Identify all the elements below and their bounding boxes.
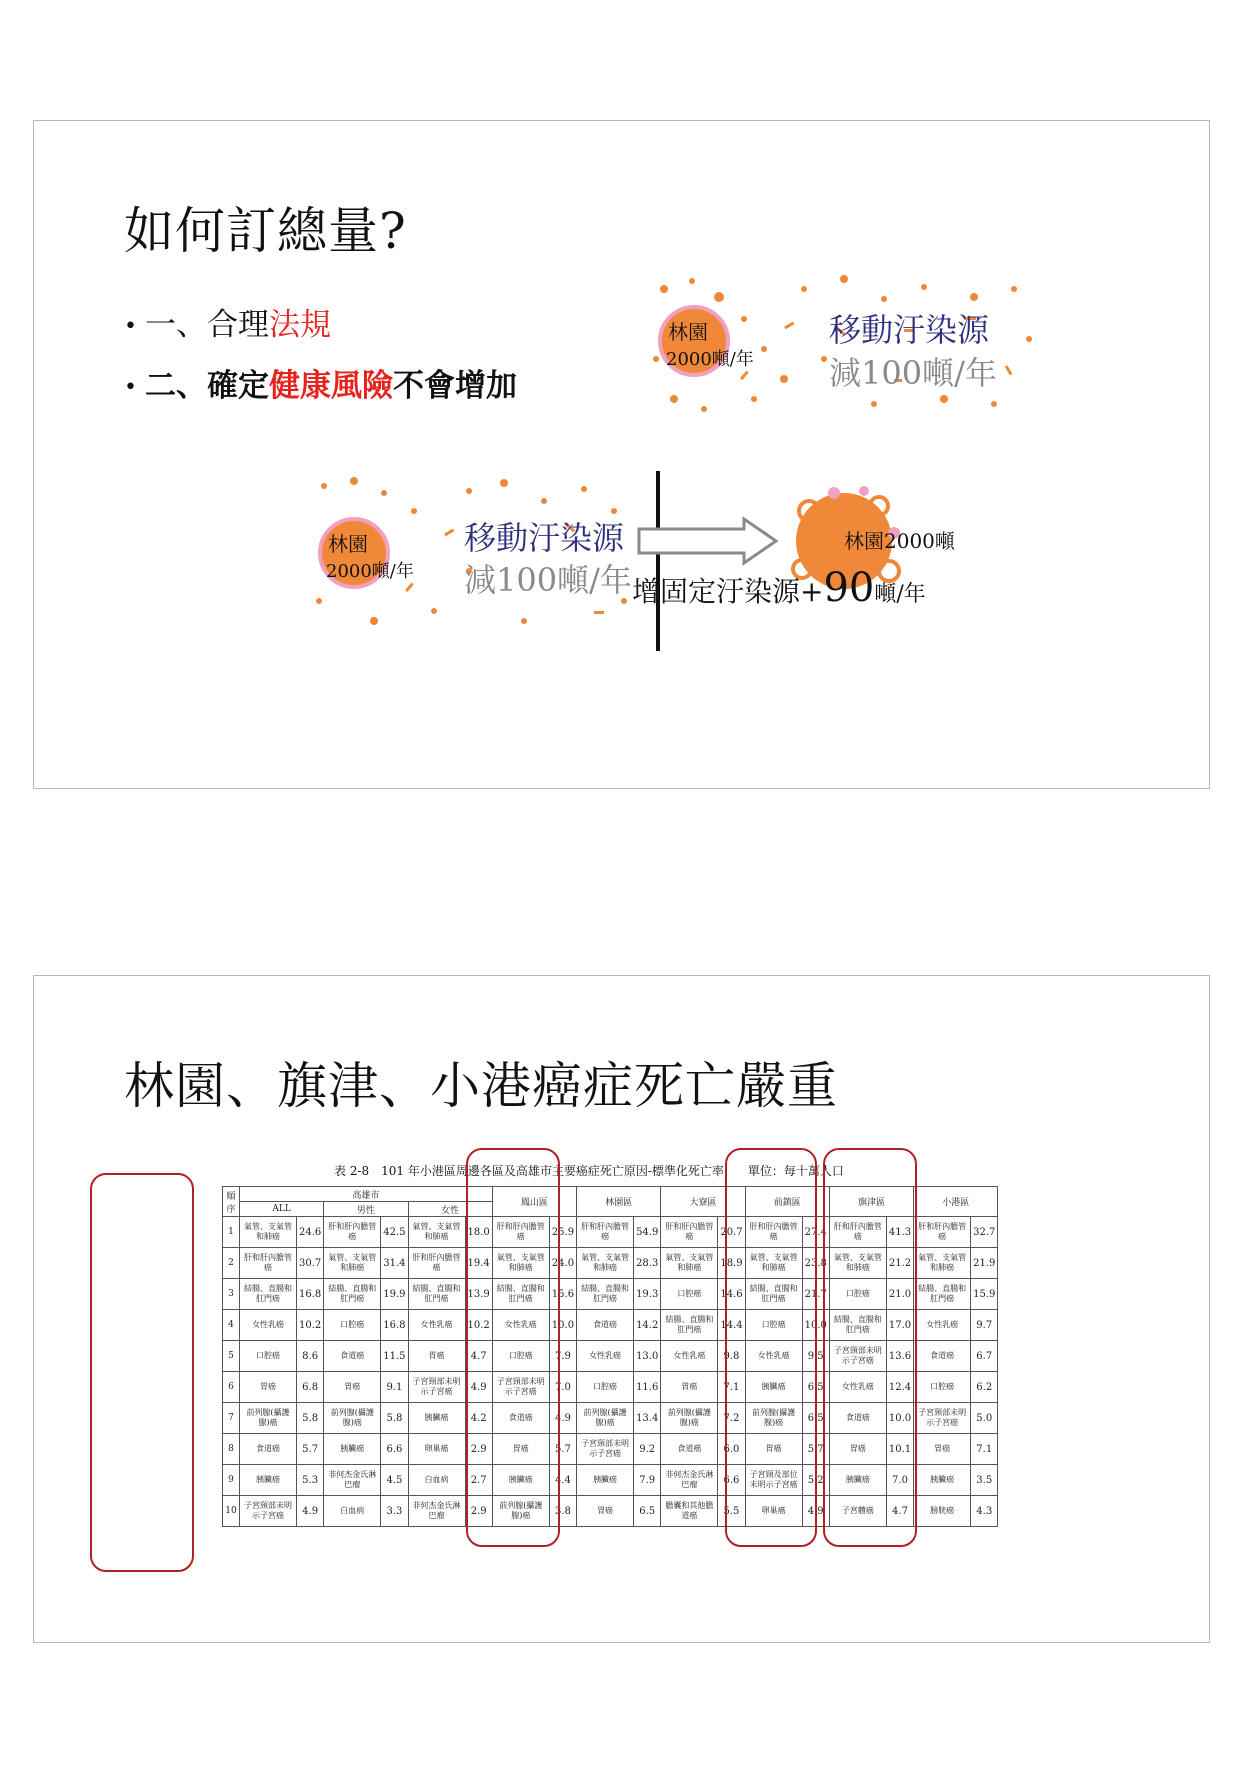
col-header-4: 林園區 bbox=[577, 1187, 661, 1217]
fixed-source-add: 增固定汙染源+90噸/年 bbox=[632, 565, 926, 611]
cause-cell: 胰臟癌 bbox=[324, 1434, 381, 1465]
rate-cell: 21.9 bbox=[971, 1248, 998, 1279]
cause-cell: 結腸、直腸和肛門癌 bbox=[914, 1279, 971, 1310]
rate-cell: 9.7 bbox=[971, 1310, 998, 1341]
col-header-2: 女性 bbox=[408, 1202, 492, 1217]
rank-cell: 1 bbox=[223, 1217, 240, 1248]
rate-cell: 6.6 bbox=[718, 1465, 745, 1496]
rate-cell: 4.9 bbox=[549, 1403, 576, 1434]
cause-cell: 胃癌 bbox=[240, 1372, 297, 1403]
rate-cell: 7.0 bbox=[886, 1465, 913, 1496]
bullet-dot-icon: • bbox=[124, 314, 137, 339]
cause-cell: 食道癌 bbox=[240, 1434, 297, 1465]
rate-cell: 24.6 bbox=[297, 1217, 324, 1248]
rate-cell: 5.7 bbox=[549, 1434, 576, 1465]
cause-cell: 卵巢癌 bbox=[745, 1496, 802, 1527]
cause-cell: 女性乳癌 bbox=[914, 1310, 971, 1341]
cause-cell: 結腸、直腸和肛門癌 bbox=[829, 1310, 886, 1341]
rate-cell: 5.0 bbox=[971, 1403, 998, 1434]
rate-cell: 5.8 bbox=[297, 1403, 324, 1434]
cause-cell: 胃癌 bbox=[661, 1372, 718, 1403]
cause-cell: 胰臟癌 bbox=[914, 1465, 971, 1496]
cause-cell: 肝和肝內膽管癌 bbox=[829, 1217, 886, 1248]
cause-cell: 肝和肝內膽管癌 bbox=[577, 1217, 634, 1248]
rate-cell: 5.2 bbox=[802, 1465, 829, 1496]
rate-cell: 6.8 bbox=[297, 1372, 324, 1403]
cause-cell: 女性乳癌 bbox=[661, 1341, 718, 1372]
rate-cell: 6.5 bbox=[802, 1403, 829, 1434]
rate-cell: 3.5 bbox=[971, 1465, 998, 1496]
rate-cell: 15.6 bbox=[549, 1279, 576, 1310]
cause-cell: 氣管、支氣管和肺癌 bbox=[829, 1248, 886, 1279]
rank-cell: 6 bbox=[223, 1372, 240, 1403]
cause-cell: 口腔癌 bbox=[240, 1341, 297, 1372]
rate-cell: 19.4 bbox=[465, 1248, 492, 1279]
rate-cell: 10.2 bbox=[297, 1310, 324, 1341]
highlight-box-cianjhen-cijin bbox=[725, 1148, 817, 1547]
rate-cell: 9.5 bbox=[802, 1341, 829, 1372]
group-header: 高雄市 bbox=[240, 1187, 493, 1202]
cause-cell: 胰臟癌 bbox=[408, 1403, 465, 1434]
rate-cell: 13.9 bbox=[465, 1279, 492, 1310]
bullet-1-highlight: 法規 bbox=[268, 307, 331, 343]
bullet-dot-icon: • bbox=[124, 375, 137, 400]
rate-cell: 54.9 bbox=[634, 1217, 661, 1248]
slide-1 bbox=[33, 120, 1210, 789]
cause-cell: 食道癌 bbox=[324, 1341, 381, 1372]
cause-cell: 氣管、支氣管和肺癌 bbox=[914, 1248, 971, 1279]
rate-cell: 5.7 bbox=[802, 1434, 829, 1465]
result-label: 林園2000噸 bbox=[844, 529, 955, 553]
cause-cell: 食道癌 bbox=[577, 1310, 634, 1341]
rate-cell: 6.2 bbox=[971, 1372, 998, 1403]
rate-cell: 18.9 bbox=[718, 1248, 745, 1279]
rate-cell: 16.8 bbox=[297, 1279, 324, 1310]
cause-cell: 子宮頸及部位未明示子宮癌 bbox=[745, 1465, 802, 1496]
rate-cell: 28.3 bbox=[634, 1248, 661, 1279]
rate-cell: 41.3 bbox=[886, 1217, 913, 1248]
cause-cell: 子宮頸部未明示子宮癌 bbox=[492, 1372, 549, 1403]
cause-cell: 口腔癌 bbox=[661, 1279, 718, 1310]
rate-cell: 14.6 bbox=[718, 1279, 745, 1310]
rate-cell: 7.1 bbox=[718, 1372, 745, 1403]
cause-cell: 食道癌 bbox=[492, 1403, 549, 1434]
cause-cell: 胰臟癌 bbox=[240, 1465, 297, 1496]
cause-cell: 食道癌 bbox=[661, 1434, 718, 1465]
cause-cell: 胃癌 bbox=[745, 1434, 802, 1465]
rate-cell: 7.2 bbox=[718, 1403, 745, 1434]
rate-cell: 5.8 bbox=[381, 1403, 408, 1434]
rate-cell: 3.3 bbox=[381, 1496, 408, 1527]
cause-cell: 子宮頸部未明示子宮癌 bbox=[914, 1403, 971, 1434]
rate-cell: 21.0 bbox=[886, 1279, 913, 1310]
col-header-1: 男性 bbox=[324, 1202, 408, 1217]
bullet-item-1 bbox=[124, 299, 517, 344]
rate-cell: 10.1 bbox=[886, 1434, 913, 1465]
rate-cell: 5.7 bbox=[297, 1434, 324, 1465]
cause-cell: 胃癌 bbox=[914, 1434, 971, 1465]
mobile-source-reduce: 減100噸/年 bbox=[464, 561, 632, 599]
rate-cell: 27.4 bbox=[802, 1217, 829, 1248]
rate-cell: 4.7 bbox=[465, 1341, 492, 1372]
cause-cell: 胰臟癌 bbox=[492, 1465, 549, 1496]
col-header-0: ALL bbox=[240, 1202, 324, 1217]
col-header-5: 大寮區 bbox=[661, 1187, 745, 1217]
cause-cell: 胃癌 bbox=[829, 1434, 886, 1465]
cause-cell: 胰臟癌 bbox=[829, 1465, 886, 1496]
rate-cell: 12.4 bbox=[886, 1372, 913, 1403]
rate-cell: 42.5 bbox=[381, 1217, 408, 1248]
cause-cell: 非何杰金氏淋巴瘤 bbox=[324, 1465, 381, 1496]
cause-cell: 前列腺(攝護腺)癌 bbox=[577, 1403, 634, 1434]
bullet-2-highlight: 健康風險 bbox=[268, 368, 393, 404]
rate-cell: 13.4 bbox=[634, 1403, 661, 1434]
cause-cell: 卵巢癌 bbox=[408, 1434, 465, 1465]
cause-cell: 氣管、支氣管和肺癌 bbox=[324, 1248, 381, 1279]
rate-cell: 4.9 bbox=[465, 1372, 492, 1403]
cause-cell: 結腸、直腸和肛門癌 bbox=[408, 1279, 465, 1310]
cause-cell: 膽囊和其他膽道癌 bbox=[661, 1496, 718, 1527]
rate-cell: 16.8 bbox=[381, 1310, 408, 1341]
table-caption: 表 2-8 101 年小港區周邊各區及高雄市主要癌症死亡原因-標準化死亡率 單位：每十萬人口 bbox=[334, 1164, 844, 1178]
cause-cell: 結腸、直腸和肛門癌 bbox=[324, 1279, 381, 1310]
rate-cell: 31.4 bbox=[381, 1248, 408, 1279]
bullet-2-text: 二、確定 bbox=[144, 368, 269, 404]
cause-cell: 氣管、支氣管和肺癌 bbox=[408, 1217, 465, 1248]
rate-cell: 25.9 bbox=[549, 1217, 576, 1248]
bullet-2-suffix: 不會增加 bbox=[392, 368, 517, 404]
rate-cell: 6.7 bbox=[971, 1341, 998, 1372]
cause-cell: 子宮頸部未明示子宮癌 bbox=[408, 1372, 465, 1403]
rate-cell: 17.0 bbox=[886, 1310, 913, 1341]
slide-2-title: 林園、旗津、小港癌症死亡嚴重 bbox=[124, 1057, 838, 1115]
rate-cell: 7.9 bbox=[634, 1465, 661, 1496]
rank-cell: 10 bbox=[223, 1496, 240, 1527]
cause-cell: 女性乳癌 bbox=[492, 1310, 549, 1341]
rank-cell: 5 bbox=[223, 1341, 240, 1372]
rank-cell: 9 bbox=[223, 1465, 240, 1496]
diagram-top bbox=[644, 269, 1044, 419]
cause-cell: 食道癌 bbox=[829, 1403, 886, 1434]
rate-cell: 8.6 bbox=[297, 1341, 324, 1372]
rank-cell: 3 bbox=[223, 1279, 240, 1310]
mobile-source-label: 移動汙染源 bbox=[464, 519, 625, 557]
rate-cell: 7.1 bbox=[971, 1434, 998, 1465]
cause-cell: 結腸、直腸和肛門癌 bbox=[661, 1310, 718, 1341]
mobile-source-label: 移動汙染源 bbox=[829, 311, 990, 349]
rate-cell: 32.7 bbox=[971, 1217, 998, 1248]
cause-cell: 肝和肝內膽管癌 bbox=[240, 1248, 297, 1279]
slide-2 bbox=[33, 975, 1210, 1643]
cause-cell: 胃癌 bbox=[492, 1434, 549, 1465]
rate-cell: 18.0 bbox=[465, 1217, 492, 1248]
plant-name: 林園 bbox=[668, 320, 708, 344]
cause-cell: 非何杰金氏淋巴瘤 bbox=[661, 1465, 718, 1496]
cause-cell: 口腔癌 bbox=[492, 1341, 549, 1372]
rate-cell: 13.0 bbox=[634, 1341, 661, 1372]
cause-cell: 女性乳癌 bbox=[240, 1310, 297, 1341]
rate-cell: 4.9 bbox=[297, 1496, 324, 1527]
cause-cell: 胰臟癌 bbox=[745, 1372, 802, 1403]
cause-cell: 口腔癌 bbox=[745, 1310, 802, 1341]
rate-cell: 6.5 bbox=[634, 1496, 661, 1527]
cause-cell: 氣管、支氣管和肺癌 bbox=[577, 1248, 634, 1279]
cause-cell: 胃癌 bbox=[577, 1496, 634, 1527]
rate-cell: 4.2 bbox=[465, 1403, 492, 1434]
rate-cell: 11.5 bbox=[381, 1341, 408, 1372]
rank-cell: 2 bbox=[223, 1248, 240, 1279]
rate-cell: 10.2 bbox=[465, 1310, 492, 1341]
cause-cell: 胃癌 bbox=[408, 1341, 465, 1372]
rate-cell: 2.7 bbox=[465, 1465, 492, 1496]
cause-cell: 肝和肝內膽管癌 bbox=[914, 1217, 971, 1248]
cause-cell: 口腔癌 bbox=[577, 1372, 634, 1403]
mobile-source-reduce: 減100噸/年 bbox=[829, 354, 997, 392]
rate-cell: 9.8 bbox=[718, 1341, 745, 1372]
cause-cell: 結腸、直腸和肛門癌 bbox=[240, 1279, 297, 1310]
cause-cell: 氣管、支氣管和肺癌 bbox=[492, 1248, 549, 1279]
plant-rate: 2000噸/年 bbox=[326, 561, 414, 582]
cause-cell: 氣管、支氣管和肺癌 bbox=[745, 1248, 802, 1279]
rate-cell: 4.9 bbox=[802, 1496, 829, 1527]
slide-1-title: 如何訂總量? bbox=[124, 202, 407, 260]
highlight-box-siaogang bbox=[823, 1148, 917, 1547]
rank-header: 順序 bbox=[223, 1187, 240, 1217]
cause-cell: 前列腺(攝護腺)癌 bbox=[324, 1403, 381, 1434]
rate-cell: 2.9 bbox=[465, 1434, 492, 1465]
cause-cell: 子宮頸部未明示子宮癌 bbox=[240, 1496, 297, 1527]
rate-cell: 30.7 bbox=[297, 1248, 324, 1279]
cause-cell: 口腔癌 bbox=[829, 1279, 886, 1310]
rate-cell: 10.0 bbox=[549, 1310, 576, 1341]
rate-cell: 7.9 bbox=[549, 1341, 576, 1372]
rate-cell: 4.7 bbox=[886, 1496, 913, 1527]
cause-cell: 非何杰金氏淋巴瘤 bbox=[408, 1496, 465, 1527]
cause-cell: 白血病 bbox=[324, 1496, 381, 1527]
cause-cell: 女性乳癌 bbox=[829, 1372, 886, 1403]
rank-cell: 8 bbox=[223, 1434, 240, 1465]
cause-cell: 女性乳癌 bbox=[408, 1310, 465, 1341]
cause-cell: 胰臟癌 bbox=[577, 1465, 634, 1496]
bullet-1-text: 一、合理 bbox=[144, 307, 269, 343]
rate-cell: 24.0 bbox=[549, 1248, 576, 1279]
rate-cell: 4.3 bbox=[971, 1496, 998, 1527]
rate-cell: 4.5 bbox=[381, 1465, 408, 1496]
cause-cell: 前列腺(攝護腺)癌 bbox=[745, 1403, 802, 1434]
cause-cell: 口腔癌 bbox=[914, 1372, 971, 1403]
cause-cell: 結腸、直腸和肛門癌 bbox=[745, 1279, 802, 1310]
cause-cell: 膀胱癌 bbox=[914, 1496, 971, 1527]
rate-cell: 19.9 bbox=[381, 1279, 408, 1310]
cause-cell: 口腔癌 bbox=[324, 1310, 381, 1341]
cause-cell: 結腸、直腸和肛門癌 bbox=[492, 1279, 549, 1310]
cause-cell: 白血病 bbox=[408, 1465, 465, 1496]
cause-cell: 食道癌 bbox=[914, 1341, 971, 1372]
rate-cell: 6.6 bbox=[381, 1434, 408, 1465]
rate-cell: 23.8 bbox=[802, 1248, 829, 1279]
cause-cell: 子宮頸部未明示子宮癌 bbox=[829, 1341, 886, 1372]
rate-cell: 19.3 bbox=[634, 1279, 661, 1310]
rate-cell: 4.4 bbox=[549, 1465, 576, 1496]
cause-cell: 氣管、支氣管和肺癌 bbox=[240, 1217, 297, 1248]
rate-cell: 20.7 bbox=[718, 1217, 745, 1248]
rate-cell: 10.0 bbox=[886, 1403, 913, 1434]
rate-cell: 6.5 bbox=[802, 1372, 829, 1403]
rate-cell: 10.0 bbox=[802, 1310, 829, 1341]
col-header-3: 鳳山區 bbox=[492, 1187, 576, 1217]
cause-cell: 子宮頸部未明示子宮癌 bbox=[577, 1434, 634, 1465]
rate-cell: 14.4 bbox=[718, 1310, 745, 1341]
diagram-bottom bbox=[314, 471, 1054, 651]
rate-cell: 3.8 bbox=[549, 1496, 576, 1527]
col-header-8: 小港區 bbox=[914, 1187, 998, 1217]
cause-cell: 前列腺(攝護腺)癌 bbox=[240, 1403, 297, 1434]
rate-cell: 15.9 bbox=[971, 1279, 998, 1310]
rate-cell: 9.1 bbox=[381, 1372, 408, 1403]
rate-cell: 13.6 bbox=[886, 1341, 913, 1372]
rate-cell: 7.0 bbox=[549, 1372, 576, 1403]
rate-cell: 9.2 bbox=[634, 1434, 661, 1465]
rate-cell: 14.2 bbox=[634, 1310, 661, 1341]
cause-cell: 結腸、直腸和肛門癌 bbox=[577, 1279, 634, 1310]
rank-cell: 4 bbox=[223, 1310, 240, 1341]
cause-cell: 肝和肝內膽管癌 bbox=[745, 1217, 802, 1248]
col-header-7: 旗津區 bbox=[829, 1187, 913, 1217]
col-header-6: 前鎮區 bbox=[745, 1187, 829, 1217]
plant-rate: 2000噸/年 bbox=[666, 349, 754, 370]
highlight-box-fengshan bbox=[466, 1148, 560, 1547]
rate-cell: 21.2 bbox=[886, 1248, 913, 1279]
bullet-item-2 bbox=[124, 360, 517, 405]
rank-cell: 7 bbox=[223, 1403, 240, 1434]
cause-cell: 肝和肝內膽管癌 bbox=[324, 1217, 381, 1248]
rate-cell: 11.6 bbox=[634, 1372, 661, 1403]
plant-name: 林園 bbox=[328, 532, 368, 556]
highlight-box-empty bbox=[90, 1173, 194, 1572]
rate-cell: 5.5 bbox=[718, 1496, 745, 1527]
cause-cell: 肝和肝內膽管癌 bbox=[661, 1217, 718, 1248]
cause-cell: 女性乳癌 bbox=[745, 1341, 802, 1372]
cause-cell: 肝和肝內膽管癌 bbox=[408, 1248, 465, 1279]
cause-cell: 前列腺(攝護腺)癌 bbox=[492, 1496, 549, 1527]
bullet-list bbox=[124, 299, 517, 421]
rate-cell: 5.3 bbox=[297, 1465, 324, 1496]
cause-cell: 胃癌 bbox=[324, 1372, 381, 1403]
cause-cell: 前列腺(攝護腺)癌 bbox=[661, 1403, 718, 1434]
cause-cell: 肝和肝內膽管癌 bbox=[492, 1217, 549, 1248]
cause-cell: 子宮體癌 bbox=[829, 1496, 886, 1527]
rate-cell: 21.7 bbox=[802, 1279, 829, 1310]
cause-cell: 氣管、支氣管和肺癌 bbox=[661, 1248, 718, 1279]
cause-cell: 女性乳癌 bbox=[577, 1341, 634, 1372]
rate-cell: 6.0 bbox=[718, 1434, 745, 1465]
rate-cell: 2.9 bbox=[465, 1496, 492, 1527]
